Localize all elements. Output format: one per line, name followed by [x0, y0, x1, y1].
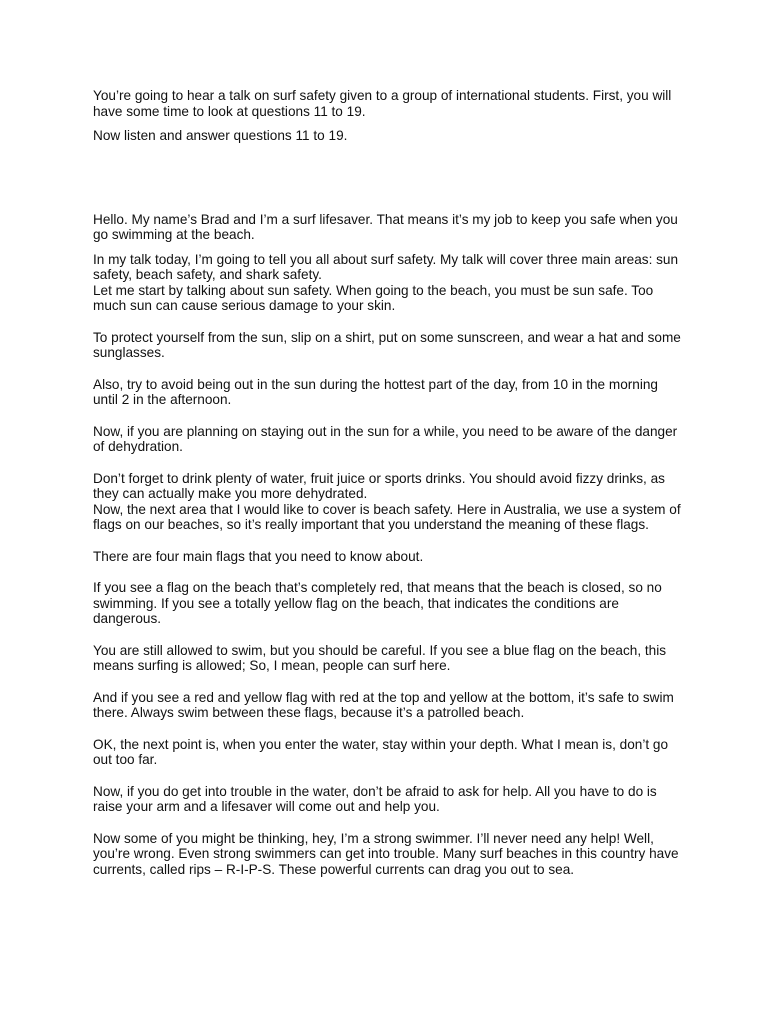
transcript-paragraph-2: In my talk today, I’m going to tell you all about surf safety. My talk will cover three main areas: sun safety, beach safety, and shark safety. [93, 251, 679, 282]
transcript-paragraph-1: Hello. My name’s Brad and I’m a surf lifesaver. That means it’s my job to keep you safe when you go swimming at the beach. [93, 211, 678, 242]
transcript-paragraph-3: Let me start by talking about sun safety. When going to the beach, you must be sun safe. Too much sun can cause serious damage to your skin. [93, 282, 654, 313]
transcript-paragraph-10: If you see a flag on the beach that’s completely red, that means that the beach is closed, so no swimming. If you see a totally yellow flag on the beach, that indicates the conditions are dangerous. [93, 580, 662, 626]
transcript-paragraph-8: Now, the next area that I would like to cover is beach safety. Here in Australia, we use a system of flags on our beaches, so it’s really important that you understand the meaning of these flags. [93, 501, 681, 532]
intro-paragraph-1: You’re going to hear a talk on surf safety given to a group of international students. First, you will have some time to look at questions 11 to 19. [93, 88, 672, 119]
transcript-paragraph-6: Now, if you are planning on staying out in the sun for a while, you need to be aware of the danger of dehydration. [93, 423, 678, 454]
transcript-paragraph-12: And if you see a red and yellow flag with red at the top and yellow at the bottom, it’s safe to swim there. Always swim between these flags, because it’s a patrolled beach. [93, 689, 674, 720]
transcript-paragraph-4: To protect yourself from the sun, slip on a shirt, put on some sunscreen, and wear a hat and some sunglasses. [93, 329, 681, 360]
intro-paragraph-2: Now listen and answer questions 11 to 19. [93, 128, 348, 143]
transcript-paragraph-14: Now, if you do get into trouble in the water, don’t be afraid to ask for help. All you have to do is raise your arm and a lifesaver will come out and help you. [93, 783, 657, 814]
transcript-paragraph-5: Also, try to avoid being out in the sun during the hottest part of the day, from 10 in the morning until 2 in the afternoon. [93, 376, 658, 407]
transcript-paragraph-11: You are still allowed to swim, but you should be careful. If you see a blue flag on the beach, this means surfing is allowed; So, I mean, people can surf here. [93, 642, 667, 673]
transcript-paragraph-7: Don’t forget to drink plenty of water, fruit juice or sports drinks. You should avoid fizzy drinks, as they can actually make you more dehydrated. [93, 470, 665, 501]
document-page [93, 88, 683, 877]
transcript-paragraph-13: OK, the next point is, when you enter the water, stay within your depth. What I mean is, don’t go out too far. [93, 736, 669, 767]
transcript-paragraph-15: Now some of you might be thinking, hey, I’m a strong swimmer. I’ll never need any help! Well, you’re wrong. Even strong swimmers can get into trouble. Many surf beaches in this country have currents, called rips – R-I-P-S. These powerful currents can drag you out to sea. [93, 830, 679, 877]
transcript-paragraph-9: There are four main flags that you need to know about. [93, 548, 424, 564]
